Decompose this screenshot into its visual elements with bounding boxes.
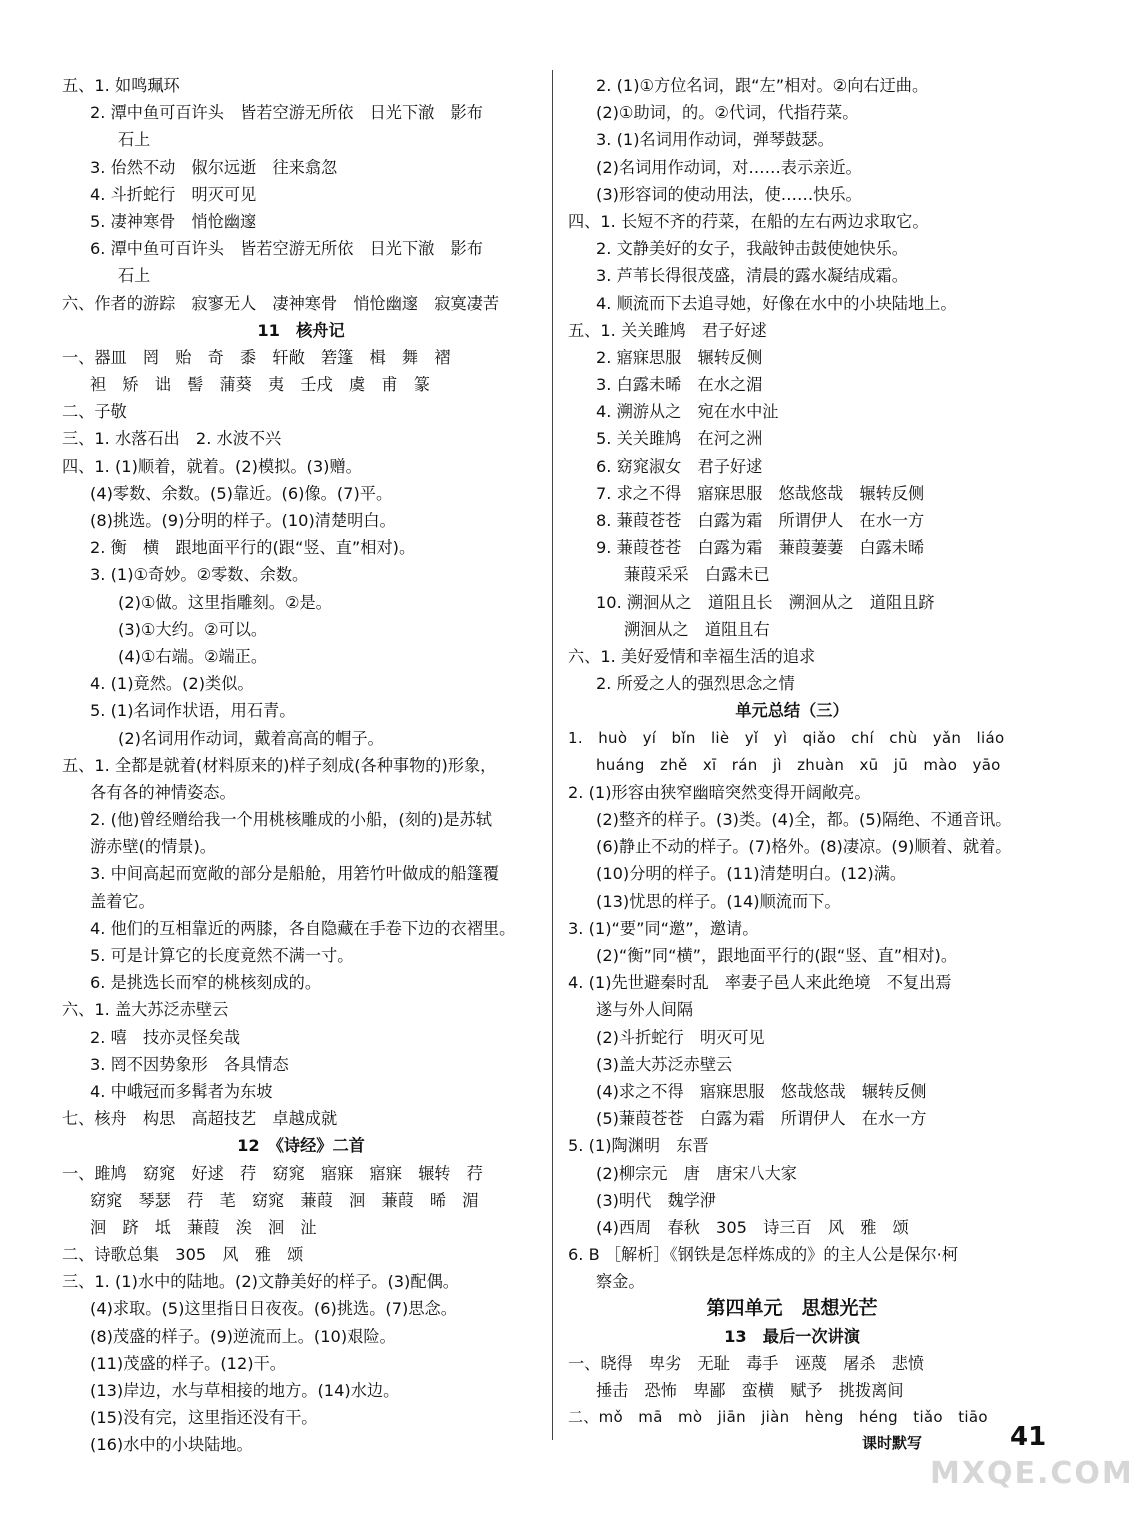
answer-line: 3. 中间高起而宽敞的部分是船舱，用箬竹叶做成的船篷覆 bbox=[90, 864, 500, 884]
answer-line: 3. 罔不因势象形 各具情态 bbox=[90, 1054, 289, 1074]
answer-line: 四、1. 长短不齐的荇菜，在船的左右两边求取它。 bbox=[568, 211, 929, 231]
answer-line: 石上 bbox=[118, 130, 151, 150]
answer-line: 3. 佁然不动 俶尔远逝 往来翕忽 bbox=[90, 157, 338, 177]
right-column bbox=[568, 72, 1016, 1431]
answer-line: 6. 潭中鱼可百许头 皆若空游无所依 日光下澈 影布 bbox=[90, 239, 483, 259]
answer-line: (3)盖大苏泛赤壁云 bbox=[596, 1054, 733, 1074]
answer-line: 2. 潭中鱼可百许头 皆若空游无所依 日光下澈 影布 bbox=[90, 103, 483, 123]
footer-label: 课时默写 bbox=[862, 1434, 923, 1452]
answer-line: 3. 芦苇长得很茂盛，清晨的露水凝结成霜。 bbox=[596, 266, 908, 286]
answer-line: 4. 他们的互相靠近的两膝，各自隐藏在手卷下边的衣褶里。 bbox=[90, 918, 516, 938]
answer-line: (2)斗折蛇行 明灭可见 bbox=[596, 1027, 765, 1047]
answer-line: 5. 关关雎鸠 在河之洲 bbox=[596, 429, 763, 449]
answer-line: (8)挑选。(9)分明的样子。(10)清楚明白。 bbox=[90, 511, 396, 530]
answer-line: 4. 斗折蛇行 明灭可见 bbox=[90, 184, 257, 204]
section-title: 11 核舟记 bbox=[257, 320, 345, 340]
answer-line: (4)求取。(5)这里指日日夜夜。(6)挑选。(7)思念。 bbox=[90, 1299, 457, 1319]
answer-line: 4. (1)先世避秦时乱 率妻子邑人来此绝境 不复出焉 bbox=[568, 973, 952, 993]
answer-line: 五、1. 全都是就着(材料原来的)样子刻成(各种事物的)形象， bbox=[62, 755, 497, 775]
answer-line: (15)没有完，这里指还没有干。 bbox=[90, 1408, 318, 1428]
answer-line: 蒹葭采采 白露未已 bbox=[624, 565, 770, 585]
answer-line: 五、1. 如鸣珮环 bbox=[62, 76, 180, 95]
section-title: 12 《诗经》二首 bbox=[237, 1136, 365, 1156]
section-title: 13 最后一次讲演 bbox=[724, 1326, 860, 1346]
answer-line: 三、1. 水落石出 2. 水波不兴 bbox=[62, 429, 282, 449]
answer-line: 窈窕 琴瑟 荇 芼 窈窕 蒹葭 洄 蒹葭 晞 湄 bbox=[90, 1190, 479, 1210]
answer-line: (3)明代 魏学洢 bbox=[596, 1190, 717, 1210]
answer-line: 各有各的神情姿态。 bbox=[90, 782, 236, 802]
answer-line: (3)①大约。②可以。 bbox=[118, 619, 268, 639]
answer-line: 2. (他)曾经赠给我一个用桃核雕成的小船，(刻的)是苏轼 bbox=[90, 810, 492, 830]
answer-line: 一、器皿 罔 贻 奇 黍 轩敞 箬篷 楫 舞 褶 bbox=[62, 347, 451, 367]
answer-line: 二、mǒ mā mò jiān jiàn hèng héng tiǎo tiāo bbox=[568, 1408, 988, 1427]
answer-line: 5. (1)名词作状语，用石青。 bbox=[90, 701, 296, 721]
section-title: 第四单元 思想光芒 bbox=[706, 1297, 878, 1320]
answer-line: 6. 窈窕淑女 君子好逑 bbox=[596, 456, 763, 476]
answer-line: 5. 凄神寒骨 悄怆幽邃 bbox=[90, 211, 257, 231]
answer-line: 遂与外人间隔 bbox=[596, 1000, 694, 1020]
answer-line: 3. (1)“要”同“邀”，邀请。 bbox=[568, 918, 759, 938]
answer-line: 二、诗歌总集 305 风 雅 颂 bbox=[62, 1245, 304, 1265]
section-title: 单元总结（三） bbox=[735, 701, 849, 721]
answer-line: (4)零数、余数。(5)靠近。(6)像。(7)平。 bbox=[90, 483, 393, 503]
answer-line: 4. (1)竟然。(2)类似。 bbox=[90, 674, 254, 694]
answer-line: (2)①助词，的。②代词，代指荇菜。 bbox=[596, 103, 859, 123]
answer-line: 袒 矫 诎 髻 蒲葵 夷 壬戌 虞 甫 篆 bbox=[90, 375, 430, 395]
answer-line: 游赤壁(的情景)。 bbox=[90, 837, 216, 857]
answer-line: 五、1. 关关雎鸠 君子好逑 bbox=[568, 320, 767, 340]
column-divider bbox=[552, 70, 553, 1440]
answer-line: 6. B ［解析］《钢铁是怎样炼成的》的主人公是保尔·柯 bbox=[568, 1245, 959, 1265]
answer-line: 七、核舟 构思 高超技艺 卓越成就 bbox=[62, 1109, 338, 1129]
answer-line: 4. 溯游从之 宛在水中沚 bbox=[596, 402, 779, 422]
answer-line: 2. (1)形容由狭窄幽暗突然变得开阔敞亮。 bbox=[568, 782, 871, 802]
answer-line: (5)蒹葭苍苍 白露为霜 所谓伊人 在水一方 bbox=[596, 1109, 927, 1129]
left-column bbox=[62, 72, 540, 1459]
answer-line: 3. (1)①奇妙。②零数、余数。 bbox=[90, 565, 309, 585]
answer-line: (3)形容词的使动用法，使……快乐。 bbox=[596, 184, 862, 204]
answer-line: (2)整齐的样子。(3)类。(4)全，都。(5)隔绝、不通音讯。 bbox=[596, 810, 1012, 830]
answer-line: 4. 中峨冠而多髯者为东坡 bbox=[90, 1081, 273, 1101]
answer-line: 10. 溯洄从之 道阻且长 溯洄从之 道阻且跻 bbox=[596, 592, 935, 612]
answer-line: (4)西周 春秋 305 诗三百 风 雅 颂 bbox=[596, 1217, 909, 1237]
answer-line: (2)“衡”同“横”，跟地面平行的(跟“竖、直”相对)。 bbox=[596, 946, 958, 965]
answer-line: (8)茂盛的样子。(9)逆流而上。(10)艰险。 bbox=[90, 1326, 396, 1346]
answer-line: 2. 文静美好的女子，我敲钟击鼓使她快乐。 bbox=[596, 239, 908, 259]
answer-line: 2. (1)①方位名词，跟“左”相对。②向右迂曲。 bbox=[596, 76, 929, 95]
answer-line: 5. 可是计算它的长度竟然不满一寸。 bbox=[90, 946, 354, 965]
answer-line: (10)分明的样子。(11)清楚明白。(12)满。 bbox=[596, 864, 907, 884]
answer-line: 四、1. (1)顺着，就着。(2)模拟。(3)赠。 bbox=[62, 456, 362, 476]
answer-line: (13)忧思的样子。(14)顺流而下。 bbox=[596, 891, 841, 911]
answer-line: (2)①做。这里指雕刻。②是。 bbox=[118, 592, 332, 612]
answer-line: (4)求之不得 寤寐思服 悠哉悠哉 辗转反侧 bbox=[596, 1081, 927, 1101]
answer-line: huáng zhě xī rán jì zhuàn xū jū mào yāo bbox=[596, 755, 1001, 774]
answer-line: 9. 蒹葭苍苍 白露为霜 蒹葭萋萋 白露未晞 bbox=[596, 538, 925, 558]
answer-line: 一、晓得 卑劣 无耻 毒手 诬蔑 屠杀 悲愤 bbox=[568, 1353, 925, 1373]
answer-line: 察金。 bbox=[596, 1272, 645, 1292]
answer-line: 2. 衡 横 跟地面平行的(跟“竖、直”相对)。 bbox=[90, 538, 416, 558]
answer-line: (2)名词用作动词，戴着高高的帽子。 bbox=[118, 728, 384, 748]
answer-line: (2)名词用作动词，对……表示亲近。 bbox=[596, 157, 862, 177]
answer-line: 8. 蒹葭苍苍 白露为霜 所谓伊人 在水一方 bbox=[596, 511, 925, 530]
answer-line: 一、雎鸠 窈窕 好逑 荇 窈窕 寤寐 寤寐 辗转 荇 bbox=[62, 1163, 483, 1183]
answer-line: 6. 是挑选长而窄的桃核刻成的。 bbox=[90, 973, 322, 993]
answer-line: 7. 求之不得 寤寐思服 悠哉悠哉 辗转反侧 bbox=[596, 483, 925, 503]
answer-line: 3. 白露未晞 在水之湄 bbox=[596, 375, 763, 395]
answer-line: (6)静止不动的样子。(7)格外。(8)凄凉。(9)顺着、就着。 bbox=[596, 837, 1012, 857]
watermark: MXQE.COM bbox=[930, 1456, 1134, 1491]
answer-line: 3. (1)名词用作动词，弹琴鼓瑟。 bbox=[596, 130, 834, 150]
answer-line: 2. 寤寐思服 辗转反侧 bbox=[596, 347, 763, 367]
answer-line: 溯洄从之 道阻且右 bbox=[624, 619, 770, 639]
answer-line: 六、1. 盖大苏泛赤壁云 bbox=[62, 1000, 229, 1020]
answer-line: 5. (1)陶渊明 东晋 bbox=[568, 1136, 709, 1156]
answer-line: (13)岸边，水与草相接的地方。(14)水边。 bbox=[90, 1381, 400, 1400]
answer-line: 捶击 恐怖 卑鄙 蛮横 赋予 挑拨离间 bbox=[596, 1381, 904, 1400]
answer-line: 4. 顺流而下去追寻她，好像在水中的小块陆地上。 bbox=[596, 293, 957, 313]
answer-line: (4)①右端。②端正。 bbox=[118, 646, 268, 666]
answer-line: 石上 bbox=[118, 266, 151, 286]
answer-line: 六、1. 美好爱情和幸福生活的追求 bbox=[568, 646, 816, 666]
answer-line: (16)水中的小块陆地。 bbox=[90, 1435, 253, 1455]
answer-line: 2. 所爱之人的强烈思念之情 bbox=[596, 674, 795, 694]
answer-line: 洄 跻 坻 蒹葭 涘 洄 沚 bbox=[90, 1217, 317, 1237]
answer-line: 二、子敬 bbox=[62, 402, 127, 422]
page-number: 41 bbox=[1010, 1422, 1047, 1452]
answer-line: 2. 嘻 技亦灵怪矣哉 bbox=[90, 1027, 241, 1047]
answer-line: 盖着它。 bbox=[90, 891, 155, 911]
answer-line: 1. huò yí bǐn liè yǐ yì qiǎo chí chù yǎn liáo bbox=[568, 728, 1005, 747]
answer-line: 三、1. (1)水中的陆地。(2)文静美好的样子。(3)配偶。 bbox=[62, 1272, 459, 1292]
answer-line: (11)茂盛的样子。(12)干。 bbox=[90, 1353, 286, 1373]
answer-line: 六、作者的游踪 寂寥无人 凄神寒骨 悄怆幽邃 寂寞凄苦 bbox=[62, 293, 500, 313]
answer-line: (2)柳宗元 唐 唐宋八大家 bbox=[596, 1163, 797, 1183]
